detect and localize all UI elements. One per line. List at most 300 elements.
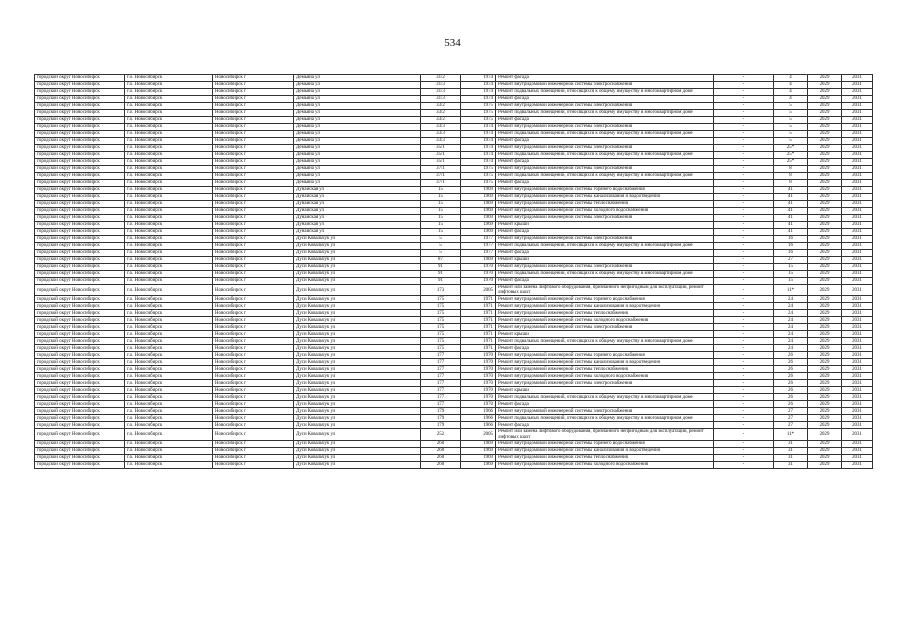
table-row bbox=[35, 285, 873, 296]
cell-year-end: 2031 bbox=[842, 229, 873, 236]
cell-year-start: 2029 bbox=[808, 152, 842, 159]
cell-settlement: г.о. Новосибирск bbox=[125, 408, 213, 415]
cell-settlement: г.о. Новосибирск bbox=[125, 317, 213, 324]
cell-cost: - bbox=[714, 440, 774, 447]
cell-municipality: городской округ Новосибирск bbox=[35, 96, 125, 103]
cell-city: Новосибирск г bbox=[213, 285, 294, 296]
cell-cost: - bbox=[714, 401, 774, 408]
cell-year: 1974 bbox=[461, 124, 496, 131]
table-row bbox=[35, 366, 873, 373]
cell-municipality: городской округ Новосибирск bbox=[35, 145, 125, 152]
table-row bbox=[35, 124, 873, 131]
cell-settlement: г.о. Новосибирск bbox=[125, 331, 213, 338]
cell-work-type: Ремонт фасада bbox=[496, 117, 714, 124]
table-row bbox=[35, 145, 873, 152]
cell-cost: - bbox=[714, 173, 774, 180]
cell-municipality: городской округ Новосибирск bbox=[35, 215, 125, 222]
cell-house: 5 bbox=[421, 236, 461, 243]
cell-settlement: г.о. Новосибирск bbox=[125, 366, 213, 373]
cell-work-type: Ремонт внутридомовой инженерной системы холодного водоснабжения bbox=[496, 208, 714, 215]
cell-year-start: 2029 bbox=[808, 422, 842, 429]
cell-street: Дуси Ковальчук ул bbox=[294, 271, 421, 278]
cell-year: 1966 bbox=[461, 422, 496, 429]
cell-priority: 41 bbox=[774, 222, 808, 229]
cell-work-type: Ремонт подвальных помещений, относящихся к общему имуществу в многоквартирном доме bbox=[496, 173, 714, 180]
cell-street: Демьяна ул bbox=[294, 103, 421, 110]
cell-year: 1975 bbox=[461, 166, 496, 173]
cell-municipality: городской округ Новосибирск bbox=[35, 173, 125, 180]
cell-priority: 8 bbox=[774, 180, 808, 187]
table-row bbox=[35, 373, 873, 380]
table-row bbox=[35, 278, 873, 285]
cell-year-end: 2031 bbox=[842, 187, 873, 194]
cell-year-end: 2031 bbox=[842, 180, 873, 187]
cell-priority: 24 bbox=[774, 338, 808, 345]
cell-house: 173 bbox=[421, 285, 461, 296]
cell-work-type: Ремонт фасада bbox=[496, 138, 714, 145]
cell-year: 1969 bbox=[461, 208, 496, 215]
cell-city: Новосибирск г bbox=[213, 159, 294, 166]
cell-municipality: городской округ Новосибирск bbox=[35, 447, 125, 454]
cell-work-type: Ремонт подвальных помещений, относящихся к общему имуществу в многоквартирном доме bbox=[496, 415, 714, 422]
cell-work-type: Ремонт фасада bbox=[496, 96, 714, 103]
cell-house: 15 bbox=[421, 208, 461, 215]
cell-house: 37/1 bbox=[421, 173, 461, 180]
cell-year: 1969 bbox=[461, 440, 496, 447]
cell-year: 1974 bbox=[461, 75, 496, 82]
cell-municipality: городской округ Новосибирск bbox=[35, 338, 125, 345]
cell-municipality: городской округ Новосибирск bbox=[35, 429, 125, 440]
cell-year: 2005 bbox=[461, 429, 496, 440]
cell-priority: 27 bbox=[774, 408, 808, 415]
cell-house: 177 bbox=[421, 373, 461, 380]
table-row bbox=[35, 338, 873, 345]
cell-settlement: г.о. Новосибирск bbox=[125, 215, 213, 222]
cell-house: 177 bbox=[421, 366, 461, 373]
cell-work-type: Ремонт внутридомовой инженерной системы электроснабжения bbox=[496, 82, 714, 89]
cell-year-start: 2029 bbox=[808, 222, 842, 229]
cell-cost: - bbox=[714, 131, 774, 138]
cell-year-start: 2029 bbox=[808, 345, 842, 352]
cell-cost: - bbox=[714, 138, 774, 145]
cell-street: Дуси Ковальчук ул bbox=[294, 401, 421, 408]
cell-city: Новосибирск г bbox=[213, 138, 294, 145]
cell-work-type: Ремонт фасада bbox=[496, 159, 714, 166]
cell-year-end: 2031 bbox=[842, 117, 873, 124]
table-row bbox=[35, 110, 873, 117]
cell-street: Дуси Ковальчук ул bbox=[294, 317, 421, 324]
cell-year-start: 2029 bbox=[808, 187, 842, 194]
table-row bbox=[35, 131, 873, 138]
cell-year-end: 2031 bbox=[842, 373, 873, 380]
cell-municipality: городской округ Новосибирск bbox=[35, 229, 125, 236]
cell-work-type: Ремонт подвальных помещений, относящихся к общему имуществу в многоквартирном доме bbox=[496, 131, 714, 138]
cell-settlement: г.о. Новосибирск bbox=[125, 338, 213, 345]
cell-year-end: 2031 bbox=[842, 264, 873, 271]
cell-priority: 4 bbox=[774, 82, 808, 89]
cell-year: 1974 bbox=[461, 131, 496, 138]
cell-year: 1974 bbox=[461, 89, 496, 96]
cell-priority: 11* bbox=[774, 429, 808, 440]
cell-priority: 26 bbox=[774, 366, 808, 373]
cell-municipality: городской округ Новосибирск bbox=[35, 271, 125, 278]
cell-year-end: 2031 bbox=[842, 131, 873, 138]
cell-street: Дуси Ковальчук ул bbox=[294, 331, 421, 338]
cell-street: Дуси Ковальчук ул bbox=[294, 366, 421, 373]
cell-house: 33/2 bbox=[421, 103, 461, 110]
cell-priority: 24 bbox=[774, 296, 808, 303]
cell-year-start: 2029 bbox=[808, 236, 842, 243]
cell-year-start: 2029 bbox=[808, 173, 842, 180]
cell-year-end: 2031 bbox=[842, 387, 873, 394]
cell-street: Демьяна ул bbox=[294, 89, 421, 96]
cell-municipality: городской округ Новосибирск bbox=[35, 117, 125, 124]
cell-priority: 31 bbox=[774, 447, 808, 454]
cell-municipality: городской округ Новосибирск bbox=[35, 440, 125, 447]
cell-street: Дунайская ул bbox=[294, 222, 421, 229]
table-row bbox=[35, 401, 873, 408]
cell-priority: 26 bbox=[774, 380, 808, 387]
cell-city: Новосибирск г bbox=[213, 440, 294, 447]
cell-work-type: Ремонт крыши bbox=[496, 331, 714, 338]
cell-settlement: г.о. Новосибирск bbox=[125, 264, 213, 271]
cell-work-type: Ремонт фасада bbox=[496, 422, 714, 429]
table-row bbox=[35, 243, 873, 250]
capital-repair-table bbox=[34, 74, 873, 469]
cell-year-end: 2031 bbox=[842, 352, 873, 359]
cell-house: 35/1 bbox=[421, 152, 461, 159]
cell-work-type: Ремонт крыши bbox=[496, 222, 714, 229]
cell-settlement: г.о. Новосибирск bbox=[125, 229, 213, 236]
cell-cost: - bbox=[714, 96, 774, 103]
cell-year-end: 2031 bbox=[842, 243, 873, 250]
cell-year-end: 2031 bbox=[842, 75, 873, 82]
cell-street: Дуси Ковальчук ул bbox=[294, 447, 421, 454]
cell-year: 1977 bbox=[461, 250, 496, 257]
cell-work-type: Ремонт внутридомовой инженерной системы электроснабжения bbox=[496, 324, 714, 331]
cell-year: 1977 bbox=[461, 243, 496, 250]
cell-street: Дуси Ковальчук ул bbox=[294, 236, 421, 243]
cell-cost: - bbox=[714, 345, 774, 352]
cell-year: 1969 bbox=[461, 257, 496, 264]
cell-street: Демьяна ул bbox=[294, 152, 421, 159]
cell-year: 1971 bbox=[461, 310, 496, 317]
cell-year: 1966 bbox=[461, 415, 496, 422]
cell-cost: - bbox=[714, 222, 774, 229]
cell-year: 1970 bbox=[461, 359, 496, 366]
cell-house: 31/3 bbox=[421, 82, 461, 89]
cell-year-start: 2029 bbox=[808, 243, 842, 250]
cell-year-end: 2031 bbox=[842, 429, 873, 440]
cell-city: Новосибирск г bbox=[213, 310, 294, 317]
cell-year-start: 2029 bbox=[808, 352, 842, 359]
cell-municipality: городской округ Новосибирск bbox=[35, 461, 125, 468]
cell-city: Новосибирск г bbox=[213, 447, 294, 454]
table-row bbox=[35, 96, 873, 103]
cell-year-end: 2031 bbox=[842, 82, 873, 89]
cell-house: 33/2 bbox=[421, 110, 461, 117]
cell-priority: 16 bbox=[774, 236, 808, 243]
cell-year: 1969 bbox=[461, 215, 496, 222]
cell-house: 260 bbox=[421, 461, 461, 468]
cell-year: 1977 bbox=[461, 236, 496, 243]
cell-city: Новосибирск г bbox=[213, 194, 294, 201]
cell-cost: - bbox=[714, 152, 774, 159]
cell-year: 1974 bbox=[461, 145, 496, 152]
cell-year-end: 2031 bbox=[842, 422, 873, 429]
cell-municipality: городской округ Новосибирск bbox=[35, 124, 125, 131]
table-row bbox=[35, 159, 873, 166]
cell-year: 1970 bbox=[461, 401, 496, 408]
cell-cost: - bbox=[714, 422, 774, 429]
cell-house: 15 bbox=[421, 215, 461, 222]
cell-municipality: городской округ Новосибирск bbox=[35, 408, 125, 415]
cell-house: 175 bbox=[421, 324, 461, 331]
cell-priority: 41 bbox=[774, 187, 808, 194]
cell-cost: - bbox=[714, 89, 774, 96]
table-row bbox=[35, 454, 873, 461]
cell-year-end: 2031 bbox=[842, 415, 873, 422]
cell-street: Дуси Ковальчук ул bbox=[294, 422, 421, 429]
cell-municipality: городской округ Новосибирск bbox=[35, 166, 125, 173]
cell-city: Новосибирск г bbox=[213, 415, 294, 422]
table-row bbox=[35, 257, 873, 264]
cell-year: 1971 bbox=[461, 345, 496, 352]
cell-work-type: Ремонт внутридомовой инженерной системы канализования и водоотведения bbox=[496, 447, 714, 454]
table-row bbox=[35, 387, 873, 394]
cell-settlement: г.о. Новосибирск bbox=[125, 345, 213, 352]
cell-year-end: 2031 bbox=[842, 194, 873, 201]
cell-work-type: Ремонт внутридомовой инженерной системы горячего водоснабжения bbox=[496, 296, 714, 303]
cell-street: Демьяна ул bbox=[294, 145, 421, 152]
cell-street: Демьяна ул bbox=[294, 124, 421, 131]
cell-year-end: 2031 bbox=[842, 447, 873, 454]
cell-cost: - bbox=[714, 117, 774, 124]
table-row bbox=[35, 429, 873, 440]
cell-work-type: Ремонт внутридомовой инженерной системы теплоснабжения bbox=[496, 454, 714, 461]
cell-year: 1975 bbox=[461, 117, 496, 124]
cell-year: 1969 bbox=[461, 194, 496, 201]
cell-settlement: г.о. Новосибирск bbox=[125, 422, 213, 429]
cell-street: Дунайская ул bbox=[294, 194, 421, 201]
table-row bbox=[35, 201, 873, 208]
cell-cost: - bbox=[714, 145, 774, 152]
cell-year-end: 2031 bbox=[842, 401, 873, 408]
cell-municipality: городской округ Новосибирск bbox=[35, 201, 125, 208]
cell-year: 1974 bbox=[461, 159, 496, 166]
cell-work-type: Ремонт внутридомовой инженерной системы электроснабжения bbox=[496, 380, 714, 387]
cell-house: 177 bbox=[421, 359, 461, 366]
cell-house: 260 bbox=[421, 440, 461, 447]
cell-house: 91 bbox=[421, 271, 461, 278]
cell-street: Дуси Ковальчук ул bbox=[294, 303, 421, 310]
cell-city: Новосибирск г bbox=[213, 124, 294, 131]
cell-municipality: городской округ Новосибирск bbox=[35, 75, 125, 82]
cell-cost: - bbox=[714, 236, 774, 243]
table-row bbox=[35, 408, 873, 415]
cell-settlement: г.о. Новосибирск bbox=[125, 180, 213, 187]
cell-street: Дуси Ковальчук ул bbox=[294, 264, 421, 271]
cell-settlement: г.о. Новосибирск bbox=[125, 89, 213, 96]
cell-street: Дуси Ковальчук ул bbox=[294, 415, 421, 422]
table-row bbox=[35, 180, 873, 187]
cell-year-start: 2029 bbox=[808, 387, 842, 394]
cell-work-type: Ремонт подвальных помещений, относящихся к общему имуществу в многоквартирном доме bbox=[496, 243, 714, 250]
cell-municipality: городской округ Новосибирск bbox=[35, 331, 125, 338]
table-row bbox=[35, 271, 873, 278]
cell-work-type: Ремонт внутридомовой инженерной системы электроснабжения bbox=[496, 145, 714, 152]
cell-work-type: Ремонт подвальных помещений, относящихся к общему имуществу в многоквартирном доме bbox=[496, 152, 714, 159]
cell-street: Демьяна ул bbox=[294, 131, 421, 138]
cell-year-start: 2029 bbox=[808, 229, 842, 236]
cell-year-end: 2031 bbox=[842, 208, 873, 215]
cell-house: 177 bbox=[421, 380, 461, 387]
cell-priority: 5 bbox=[774, 117, 808, 124]
cell-street: Дуси Ковальчук ул bbox=[294, 296, 421, 303]
cell-city: Новосибирск г bbox=[213, 75, 294, 82]
cell-year-start: 2029 bbox=[808, 271, 842, 278]
cell-city: Новосибирск г bbox=[213, 454, 294, 461]
cell-priority: 5 bbox=[774, 138, 808, 145]
cell-house: 35/1 bbox=[421, 159, 461, 166]
cell-settlement: г.о. Новосибирск bbox=[125, 454, 213, 461]
cell-municipality: городской округ Новосибирск bbox=[35, 250, 125, 257]
cell-city: Новосибирск г bbox=[213, 152, 294, 159]
cell-priority: 15 bbox=[774, 278, 808, 285]
cell-priority: 26 bbox=[774, 352, 808, 359]
cell-cost: - bbox=[714, 310, 774, 317]
cell-work-type: Ремонт подвальных помещений, относящихся к общему имуществу в многоквартирном доме bbox=[496, 394, 714, 401]
table-row bbox=[35, 138, 873, 145]
cell-year-start: 2029 bbox=[808, 373, 842, 380]
cell-city: Новосибирск г bbox=[213, 131, 294, 138]
table-row bbox=[35, 345, 873, 352]
cell-city: Новосибирск г bbox=[213, 201, 294, 208]
cell-street: Дуси Ковальчук ул bbox=[294, 352, 421, 359]
cell-priority: 4 bbox=[774, 75, 808, 82]
table-row bbox=[35, 317, 873, 324]
cell-house: 175 bbox=[421, 317, 461, 324]
cell-house: 177 bbox=[421, 352, 461, 359]
cell-street: Демьяна ул bbox=[294, 110, 421, 117]
cell-house: 37/1 bbox=[421, 180, 461, 187]
cell-house: 37/1 bbox=[421, 166, 461, 173]
cell-settlement: г.о. Новосибирск bbox=[125, 380, 213, 387]
cell-settlement: г.о. Новосибирск bbox=[125, 82, 213, 89]
cell-municipality: городской округ Новосибирск bbox=[35, 180, 125, 187]
cell-settlement: г.о. Новосибирск bbox=[125, 222, 213, 229]
cell-municipality: городской округ Новосибирск bbox=[35, 236, 125, 243]
cell-city: Новосибирск г bbox=[213, 208, 294, 215]
cell-year-start: 2029 bbox=[808, 440, 842, 447]
cell-year: 1969 bbox=[461, 447, 496, 454]
cell-year-end: 2031 bbox=[842, 159, 873, 166]
cell-cost: - bbox=[714, 373, 774, 380]
cell-work-type: Ремонт внутридомовой инженерной системы горячего водоснабжения bbox=[496, 187, 714, 194]
cell-work-type: Ремонт внутридомовой инженерной системы теплоснабжения bbox=[496, 366, 714, 373]
cell-cost: - bbox=[714, 429, 774, 440]
cell-cost: - bbox=[714, 264, 774, 271]
cell-work-type: Ремонт внутридомовой инженерной системы горячего водоснабжения bbox=[496, 440, 714, 447]
cell-cost: - bbox=[714, 215, 774, 222]
cell-municipality: городской округ Новосибирск bbox=[35, 317, 125, 324]
cell-cost: - bbox=[714, 408, 774, 415]
cell-house: 260 bbox=[421, 447, 461, 454]
cell-year-start: 2029 bbox=[808, 429, 842, 440]
cell-cost: - bbox=[714, 110, 774, 117]
cell-cost: - bbox=[714, 317, 774, 324]
cell-priority: 24 bbox=[774, 345, 808, 352]
cell-work-type: Ремонт внутридомовой инженерной системы теплоснабжения bbox=[496, 201, 714, 208]
cell-year: 1969 bbox=[461, 454, 496, 461]
cell-settlement: г.о. Новосибирск bbox=[125, 415, 213, 422]
cell-house: 260 bbox=[421, 454, 461, 461]
cell-work-type: Ремонт внутридомовой инженерной системы канализования и водоотведения bbox=[496, 194, 714, 201]
cell-street: Демьяна ул bbox=[294, 180, 421, 187]
cell-work-type: Ремонт или замена лифтового оборудования, признанного непригодным для эксплуатации, ремонт лифтовых шахт bbox=[496, 429, 714, 440]
cell-municipality: городской округ Новосибирск bbox=[35, 296, 125, 303]
cell-city: Новосибирск г bbox=[213, 117, 294, 124]
cell-street: Дуси Ковальчук ул bbox=[294, 461, 421, 468]
cell-priority: 8 bbox=[774, 173, 808, 180]
cell-year-end: 2031 bbox=[842, 324, 873, 331]
cell-work-type: Ремонт внутридомовой инженерной системы электроснабжения bbox=[496, 408, 714, 415]
cell-work-type: Ремонт внутридомовой инженерной системы электроснабжения bbox=[496, 124, 714, 131]
cell-house: 33/3 bbox=[421, 124, 461, 131]
cell-street: Дуси Ковальчук ул bbox=[294, 285, 421, 296]
cell-municipality: городской округ Новосибирск bbox=[35, 394, 125, 401]
cell-priority: 24 bbox=[774, 310, 808, 317]
cell-year-start: 2029 bbox=[808, 394, 842, 401]
cell-work-type: Ремонт внутридомовой инженерной системы канализования и водоотведения bbox=[496, 359, 714, 366]
cell-year-start: 2029 bbox=[808, 461, 842, 468]
cell-year-start: 2029 bbox=[808, 401, 842, 408]
cell-work-type: Ремонт подвальных помещений, относящихся к общему имуществу в многоквартирном доме bbox=[496, 110, 714, 117]
cell-municipality: городской округ Новосибирск bbox=[35, 138, 125, 145]
cell-work-type: Ремонт внутридомовой инженерной системы электроснабжения bbox=[496, 264, 714, 271]
cell-year: 1970 bbox=[461, 380, 496, 387]
cell-city: Новосибирск г bbox=[213, 222, 294, 229]
cell-municipality: городской округ Новосибирск bbox=[35, 278, 125, 285]
cell-municipality: городской округ Новосибирск bbox=[35, 415, 125, 422]
cell-year-start: 2029 bbox=[808, 201, 842, 208]
cell-year-end: 2031 bbox=[842, 331, 873, 338]
cell-year-end: 2031 bbox=[842, 103, 873, 110]
cell-settlement: г.о. Новосибирск bbox=[125, 401, 213, 408]
table-row bbox=[35, 447, 873, 454]
cell-street: Дуси Ковальчук ул bbox=[294, 338, 421, 345]
cell-street: Демьяна ул bbox=[294, 173, 421, 180]
cell-city: Новосибирск г bbox=[213, 422, 294, 429]
cell-work-type: Ремонт внутридомовой инженерной системы канализования и водоотведения bbox=[496, 303, 714, 310]
cell-cost: - bbox=[714, 366, 774, 373]
cell-priority: 31 bbox=[774, 454, 808, 461]
cell-house: 177 bbox=[421, 387, 461, 394]
cell-municipality: городской округ Новосибирск bbox=[35, 243, 125, 250]
cell-year-start: 2029 bbox=[808, 138, 842, 145]
cell-year: 1971 bbox=[461, 324, 496, 331]
cell-year: 1969 bbox=[461, 201, 496, 208]
cell-work-type: Ремонт внутридомовой инженерной системы горячего водоснабжения bbox=[496, 352, 714, 359]
cell-settlement: г.о. Новосибирск bbox=[125, 96, 213, 103]
cell-cost: - bbox=[714, 331, 774, 338]
cell-house: 15 bbox=[421, 201, 461, 208]
cell-year-end: 2031 bbox=[842, 152, 873, 159]
cell-city: Новосибирск г bbox=[213, 429, 294, 440]
cell-work-type: Ремонт внутридомовой инженерной системы электроснабжения bbox=[496, 236, 714, 243]
cell-cost: - bbox=[714, 285, 774, 296]
cell-priority: 31 bbox=[774, 461, 808, 468]
